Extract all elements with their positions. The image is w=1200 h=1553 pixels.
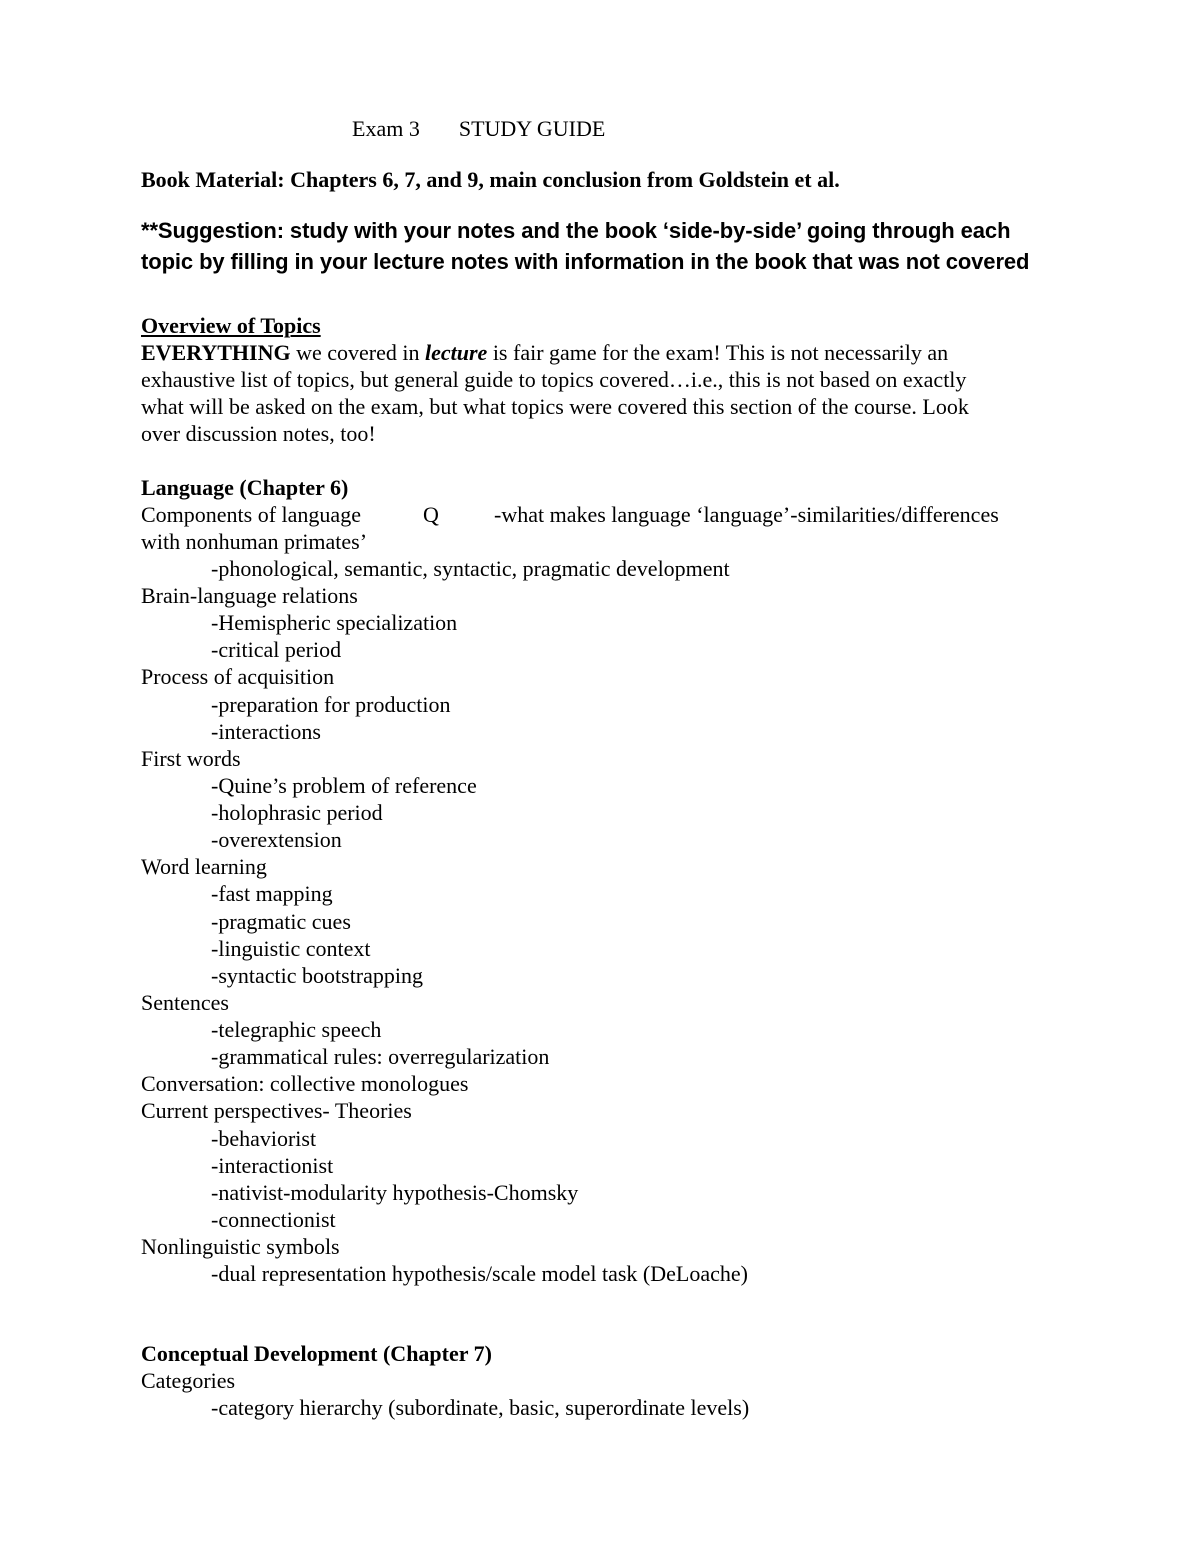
title-study-guide: STUDY GUIDE: [458, 116, 606, 141]
language-topic: Current perspectives- Theories: [141, 1098, 412, 1124]
language-subtopic: -behaviorist: [211, 1125, 317, 1151]
overview-line-4: over discussion notes, too!: [141, 421, 376, 446]
language-subtopic: -nativist-modularity hypothesis-Chomsky: [211, 1179, 579, 1205]
language-subtopic: -critical period: [211, 637, 342, 663]
overview-line-2: exhaustive list of topics, but general guide to topics covered…i.e., this is not based on exactly: [141, 367, 967, 392]
page-title: [352, 115, 605, 142]
language-subtopic: -Hemispheric specialization: [211, 610, 458, 636]
overview-text-a: we covered in: [290, 340, 425, 365]
language-subtopic: -dual representation hypothesis/scale model task (DeLoache): [211, 1261, 748, 1287]
language-subtopic: -interactionist: [211, 1152, 334, 1178]
suggestion-line-1: **Suggestion: study with your notes and the book ‘side-by-side’ going through each: [141, 218, 1011, 243]
language-subtopic: -phonological, semantic, syntactic, pragmatic development: [211, 556, 730, 581]
language-subtopic: -telegraphic speech: [211, 1017, 382, 1043]
components-continuation: with nonhuman primates’: [141, 529, 368, 554]
language-topic: Brain-language relations: [141, 583, 358, 609]
lecture-emphasis: lecture: [424, 340, 488, 365]
overview-heading: Overview of Topics: [141, 313, 321, 338]
language-subtopic: -interactions: [211, 718, 321, 744]
language-topic: First words: [141, 745, 241, 771]
language-subtopic: -fast mapping: [211, 881, 333, 907]
suggestion-line-2: topic by filling in your lecture notes with information in the book that was not covered: [141, 249, 1030, 274]
overview-text-b: is fair game for the exam! This is not necessarily an: [487, 340, 949, 365]
language-heading: Language (Chapter 6): [141, 475, 349, 500]
language-subtopic: -preparation for production: [211, 691, 451, 717]
components-q-marker: Q: [423, 502, 439, 527]
language-subtopic: -Quine’s problem of reference: [211, 772, 477, 798]
components-label: Components of language: [141, 502, 361, 527]
language-topic: Sentences: [141, 989, 229, 1015]
everything-emphasis: EVERYTHING: [141, 340, 291, 365]
language-subtopic: -connectionist: [211, 1206, 336, 1232]
language-subtopic: -pragmatic cues: [211, 908, 351, 934]
language-topic: Nonlinguistic symbols: [141, 1234, 340, 1259]
title-exam-number: Exam 3: [352, 116, 420, 141]
language-subtopic: -syntactic bootstrapping: [211, 962, 424, 988]
components-description: -what makes language ‘language’-similarities/differences: [494, 502, 999, 527]
conceptual-subtopic: -category hierarchy (subordinate, basic, superordinate levels): [211, 1395, 750, 1420]
language-subtopic: -grammatical rules: overregularization: [211, 1044, 550, 1070]
conceptual-topic: Categories: [141, 1368, 236, 1393]
overview-line-3: what will be asked on the exam, but what topics were covered this section of the course. Look: [141, 394, 969, 419]
overview-line-1: [141, 339, 948, 366]
language-topic: Process of acquisition: [141, 664, 335, 690]
language-topic: Word learning: [141, 854, 267, 880]
book-material-line: Book Material: Chapters 6, 7, and 9, main conclusion from Goldstein et al.: [141, 167, 840, 192]
language-subtopic: -holophrasic period: [211, 800, 383, 826]
components-line: [141, 501, 361, 528]
language-topic: Conversation: collective monologues: [141, 1071, 469, 1097]
conceptual-heading: Conceptual Development (Chapter 7): [141, 1341, 492, 1366]
language-subtopic: -linguistic context: [211, 935, 371, 961]
language-subtopic: -overextension: [211, 827, 342, 853]
